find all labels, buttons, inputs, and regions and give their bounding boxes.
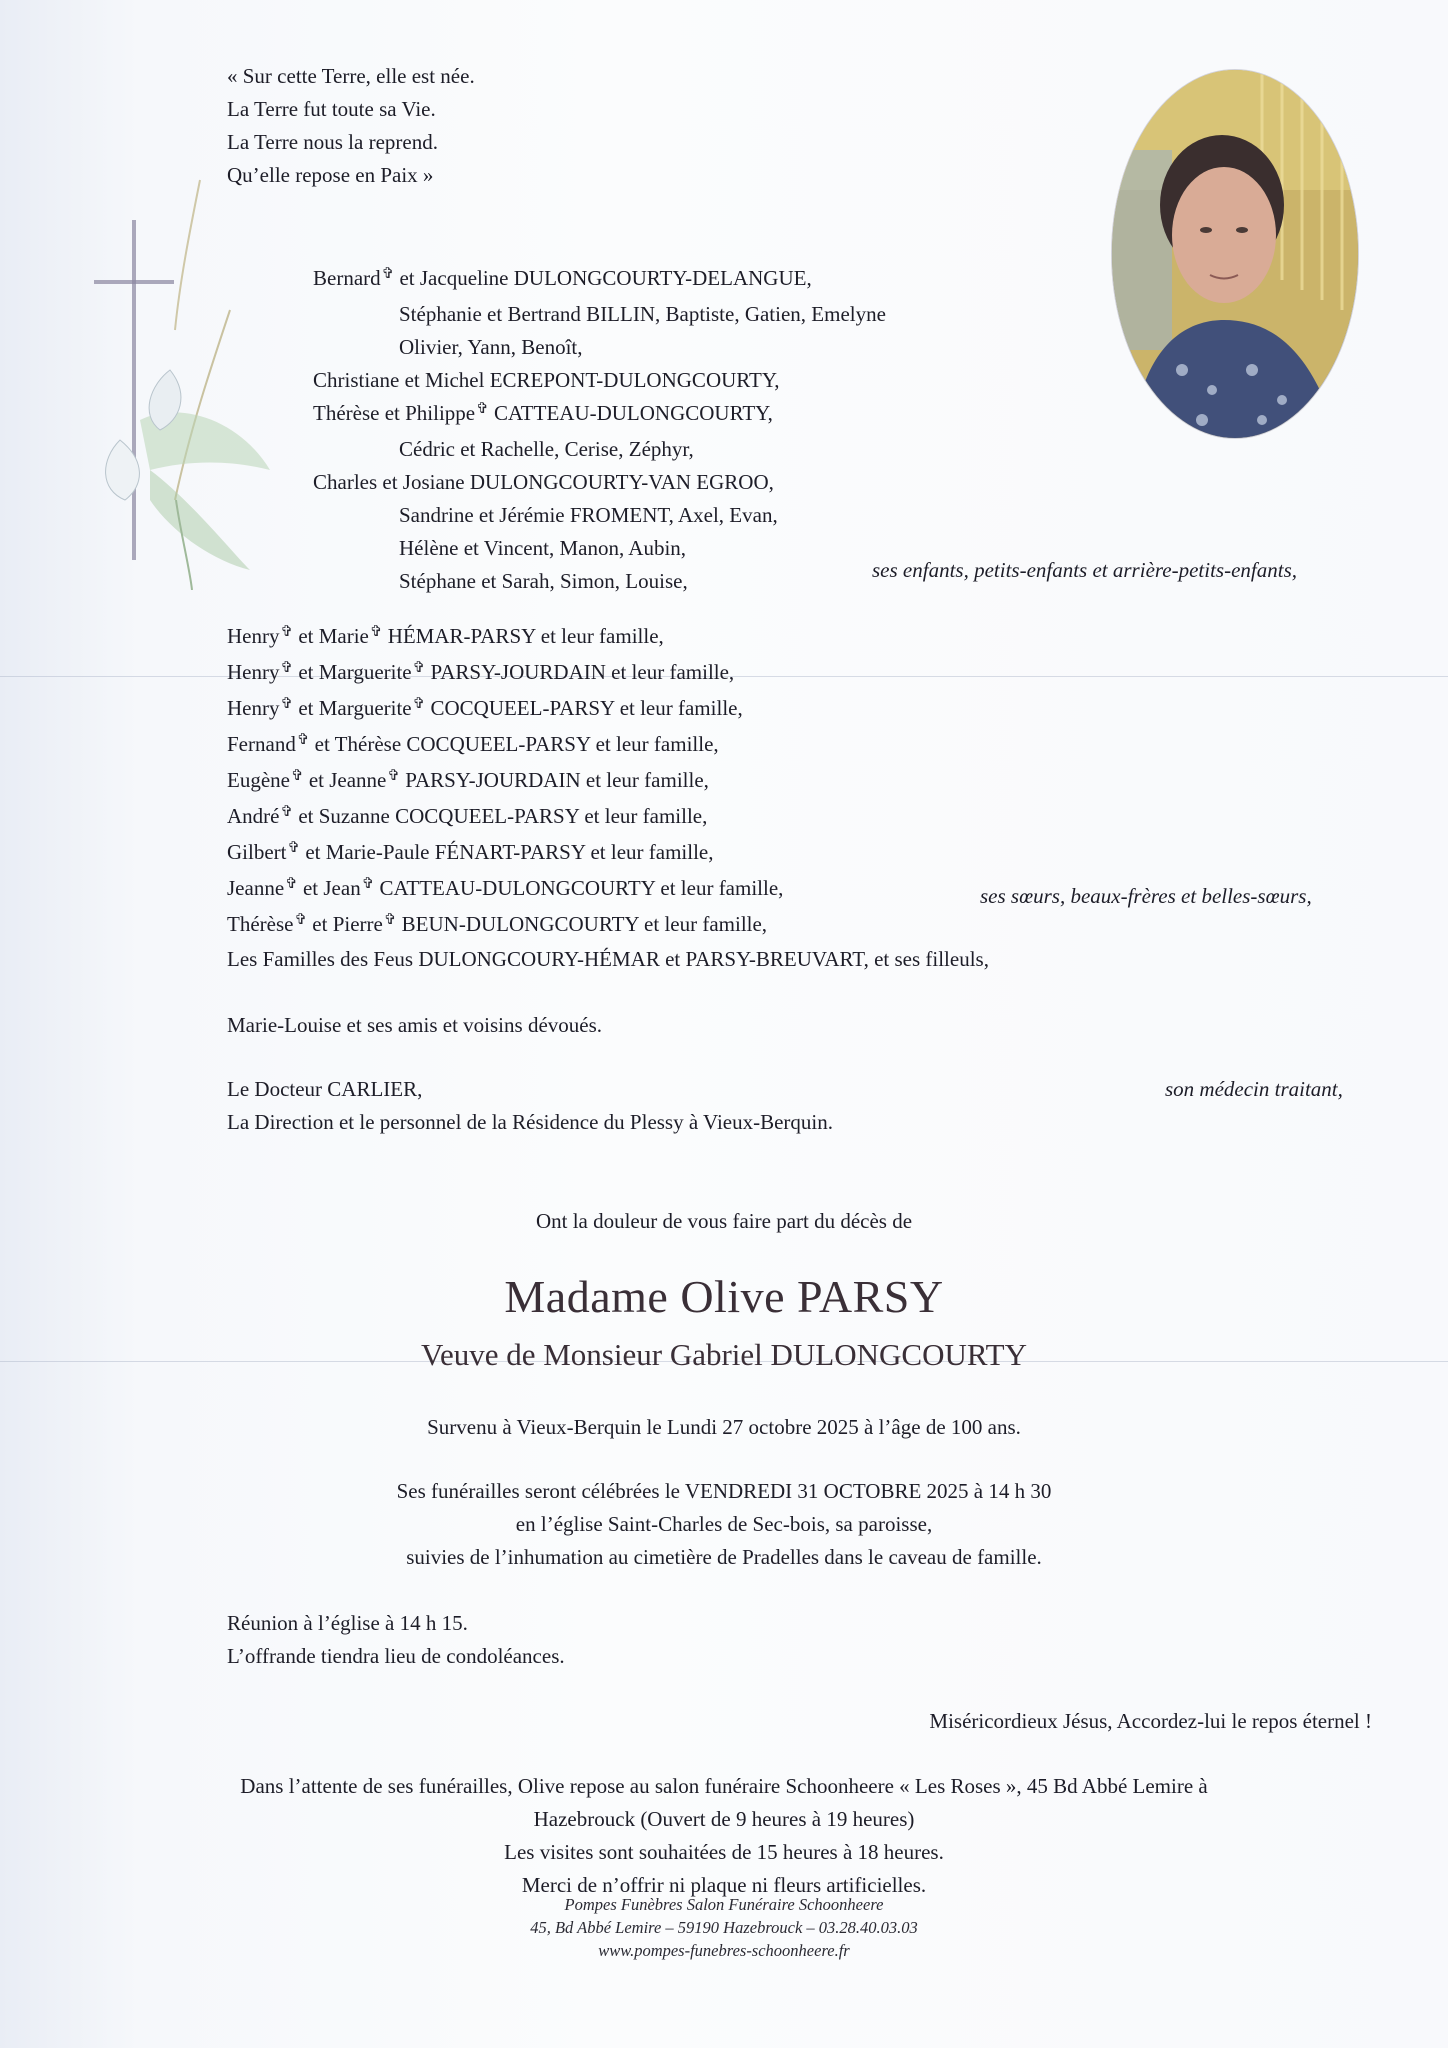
list-item [313, 466, 886, 499]
name-text: et Marie [293, 624, 369, 648]
name-text: Olivier, Yann, Benoît, [399, 335, 583, 359]
death-line: Survenu à Vieux-Berquin le Lundi 27 octobre 2025 à l’âge de 100 ans. [427, 1415, 1021, 1439]
prayer-line: Miséricordieux Jésus, Accordez-lui le repos éternel ! [929, 1709, 1372, 1733]
footer-line: Pompes Funèbres Salon Funéraire Schoonheere [564, 1895, 884, 1914]
poem-line: « Sur cette Terre, elle est née. [227, 64, 475, 88]
deceased-cross-icon: ✞ [280, 624, 294, 640]
list-item [227, 620, 783, 656]
name-text: Hélène et Vincent, Manon, Aubin, [399, 536, 687, 560]
list-item [313, 397, 886, 433]
deceased-cross-icon: ✞ [280, 660, 294, 676]
name-text: BEUN-DULONGCOURTY et leur famille, [396, 912, 768, 936]
funeral-details [0, 1475, 1448, 1574]
name-text: et Marguerite [293, 660, 412, 684]
announce-line: Ont la douleur de vous faire part du décès de [535, 1209, 913, 1233]
name-text: HÉMAR-PARSY et leur famille, [382, 624, 664, 648]
funeral-home-footer [0, 1893, 1448, 1962]
poem-line: La Terre nous la reprend. [227, 130, 438, 154]
families-line: Les Familles des Feus DULONGCOURY-HÉMAR et PARSY-BREUVART, et ses filleuls, [227, 947, 989, 971]
deceased-cross-icon: ✞ [369, 624, 383, 640]
name-text: Bernard [313, 266, 381, 290]
deceased-cross-icon: ✞ [280, 696, 294, 712]
list-item [313, 565, 886, 598]
name-text: et Pierre [307, 912, 383, 936]
cross-lily-illustration [80, 170, 280, 590]
name-text: Thérèse [227, 912, 294, 936]
list-item [227, 728, 783, 764]
name-text: Eugène [227, 768, 290, 792]
deceased-cross-icon: ✞ [387, 768, 400, 784]
name-text: Charles et Josiane DULONGCOURTY-VAN EGROO, [313, 470, 774, 494]
name-text: Henry [227, 696, 280, 720]
deceased-name: Madame Olive PARSY [504, 1271, 944, 1322]
siblings-relation: ses sœurs, beaux-frères et belles-sœurs, [980, 884, 1312, 908]
name-text: et Suzanne COCQUEEL-PARSY et leur famille, [293, 804, 708, 828]
list-item [313, 499, 886, 532]
list-item [313, 298, 886, 331]
deceased-cross-icon: ✞ [287, 840, 301, 856]
deceased-cross-icon: ✞ [476, 401, 489, 417]
poem-line: Qu’elle repose en Paix » [227, 163, 434, 187]
name-text: CATTEAU-DULONGCOURTY et leur famille, [374, 876, 784, 900]
children-relation: ses enfants, petits-enfants et arrière-petits-enfants, [872, 558, 1297, 582]
funeral-line: en l’église Saint-Charles de Sec-bois, sa paroisse, [515, 1512, 933, 1536]
list-item [227, 764, 783, 800]
portrait-photo [1112, 70, 1358, 438]
visit-line: Hazebrouck (Ouvert de 9 heures à 19 heures) [533, 1807, 915, 1831]
list-item [313, 262, 886, 298]
list-item [227, 692, 783, 728]
visit-line: Les visites sont souhaitées de 15 heures à 18 heures. [504, 1840, 944, 1864]
visit-line: Dans l’attente de ses funérailles, Olive repose au salon funéraire Schoonheere « Les Roses », 45 Bd Abbé Lemire à [240, 1774, 1208, 1798]
list-item [227, 872, 783, 908]
poem [227, 60, 475, 192]
doctor-relation: son médecin traitant, [1165, 1077, 1343, 1101]
visit-details [0, 1770, 1448, 1902]
name-text: et Jacqueline DULONGCOURTY-DELANGUE, [394, 266, 812, 290]
deceased-cross-icon: ✞ [294, 912, 308, 928]
name-text: Thérèse et Philippe [313, 401, 476, 425]
name-text: Gilbert [227, 840, 287, 864]
footer-link[interactable]: www.pompes-funebres-schoonheere.fr [598, 1941, 850, 1960]
name-text: Stéphanie et Bertrand BILLIN, Baptiste, Gatien, Emelyne [399, 302, 886, 326]
deceased-cross-icon: ✞ [361, 876, 375, 892]
residence-line: La Direction et le personnel de la Résidence du Plessy à Vieux-Berquin. [227, 1110, 834, 1134]
name-text: Stéphane et Sarah, Simon, Louise, [399, 569, 688, 593]
reunion-line: Réunion à l’église à 14 h 15. [227, 1611, 468, 1635]
list-item [313, 433, 886, 466]
funeral-line: Ses funérailles seront célébrées le VENDREDI 31 OCTOBRE 2025 à 14 h 30 [396, 1479, 1052, 1503]
name-text: PARSY-JOURDAIN et leur famille, [425, 660, 735, 684]
name-text: et Jeanne [303, 768, 387, 792]
offrande-line: L’offrande tiendra lieu de condoléances. [227, 1644, 565, 1668]
name-text: André [227, 804, 280, 828]
name-text: Henry [227, 624, 280, 648]
doctor-line: Le Docteur CARLIER, [227, 1077, 423, 1101]
list-item [227, 836, 783, 872]
list-item [227, 908, 783, 944]
list-item [313, 364, 886, 397]
name-text: COCQUEEL-PARSY et leur famille, [425, 696, 743, 720]
children-list [313, 262, 886, 598]
deceased-cross-icon: ✞ [381, 266, 395, 282]
name-text: CATTEAU-DULONGCOURTY, [488, 401, 773, 425]
name-text: Cédric et Rachelle, Cerise, Zéphyr, [399, 437, 694, 461]
friends-line: Marie-Louise et ses amis et voisins dévoués. [227, 1013, 603, 1037]
list-item [227, 800, 783, 836]
list-item [227, 656, 783, 692]
name-text: Christiane et Michel ECREPONT-DULONGCOURTY, [313, 368, 780, 392]
name-text: et Jean [297, 876, 361, 900]
name-text: et Thérèse COCQUEEL-PARSY et leur famille, [309, 732, 719, 756]
name-text: Sandrine et Jérémie FROMENT, Axel, Evan, [399, 503, 778, 527]
funeral-line: suivies de l’inhumation au cimetière de Pradelles dans le caveau de famille. [406, 1545, 1042, 1569]
deceased-cross-icon: ✞ [296, 732, 310, 748]
deceased-cross-icon: ✞ [285, 876, 298, 892]
deceased-cross-icon: ✞ [412, 696, 426, 712]
deceased-cross-icon: ✞ [280, 804, 294, 820]
name-text: Henry [227, 660, 280, 684]
poem-line: La Terre fut toute sa Vie. [227, 97, 436, 121]
deceased-cross-icon: ✞ [412, 660, 426, 676]
name-text: et Marie-Paule FÉNART-PARSY et leur famille, [300, 840, 714, 864]
name-text: Jeanne [227, 876, 285, 900]
list-item [313, 532, 886, 565]
list-item [313, 331, 886, 364]
footer-line: 45, Bd Abbé Lemire – 59190 Hazebrouck – 03.28.40.03.03 [530, 1918, 918, 1937]
visit-line: Merci de n’offrir ni plaque ni fleurs artificielles. [521, 1873, 927, 1897]
deceased-cross-icon: ✞ [290, 768, 304, 784]
name-text: et Marguerite [293, 696, 412, 720]
deceased-cross-icon: ✞ [383, 912, 397, 928]
deceased-subtitle: Veuve de Monsieur Gabriel DULONGCOURTY [421, 1337, 1027, 1372]
name-text: PARSY-JOURDAIN et leur famille, [399, 768, 709, 792]
siblings-list [227, 620, 783, 944]
name-text: Fernand [227, 732, 296, 756]
